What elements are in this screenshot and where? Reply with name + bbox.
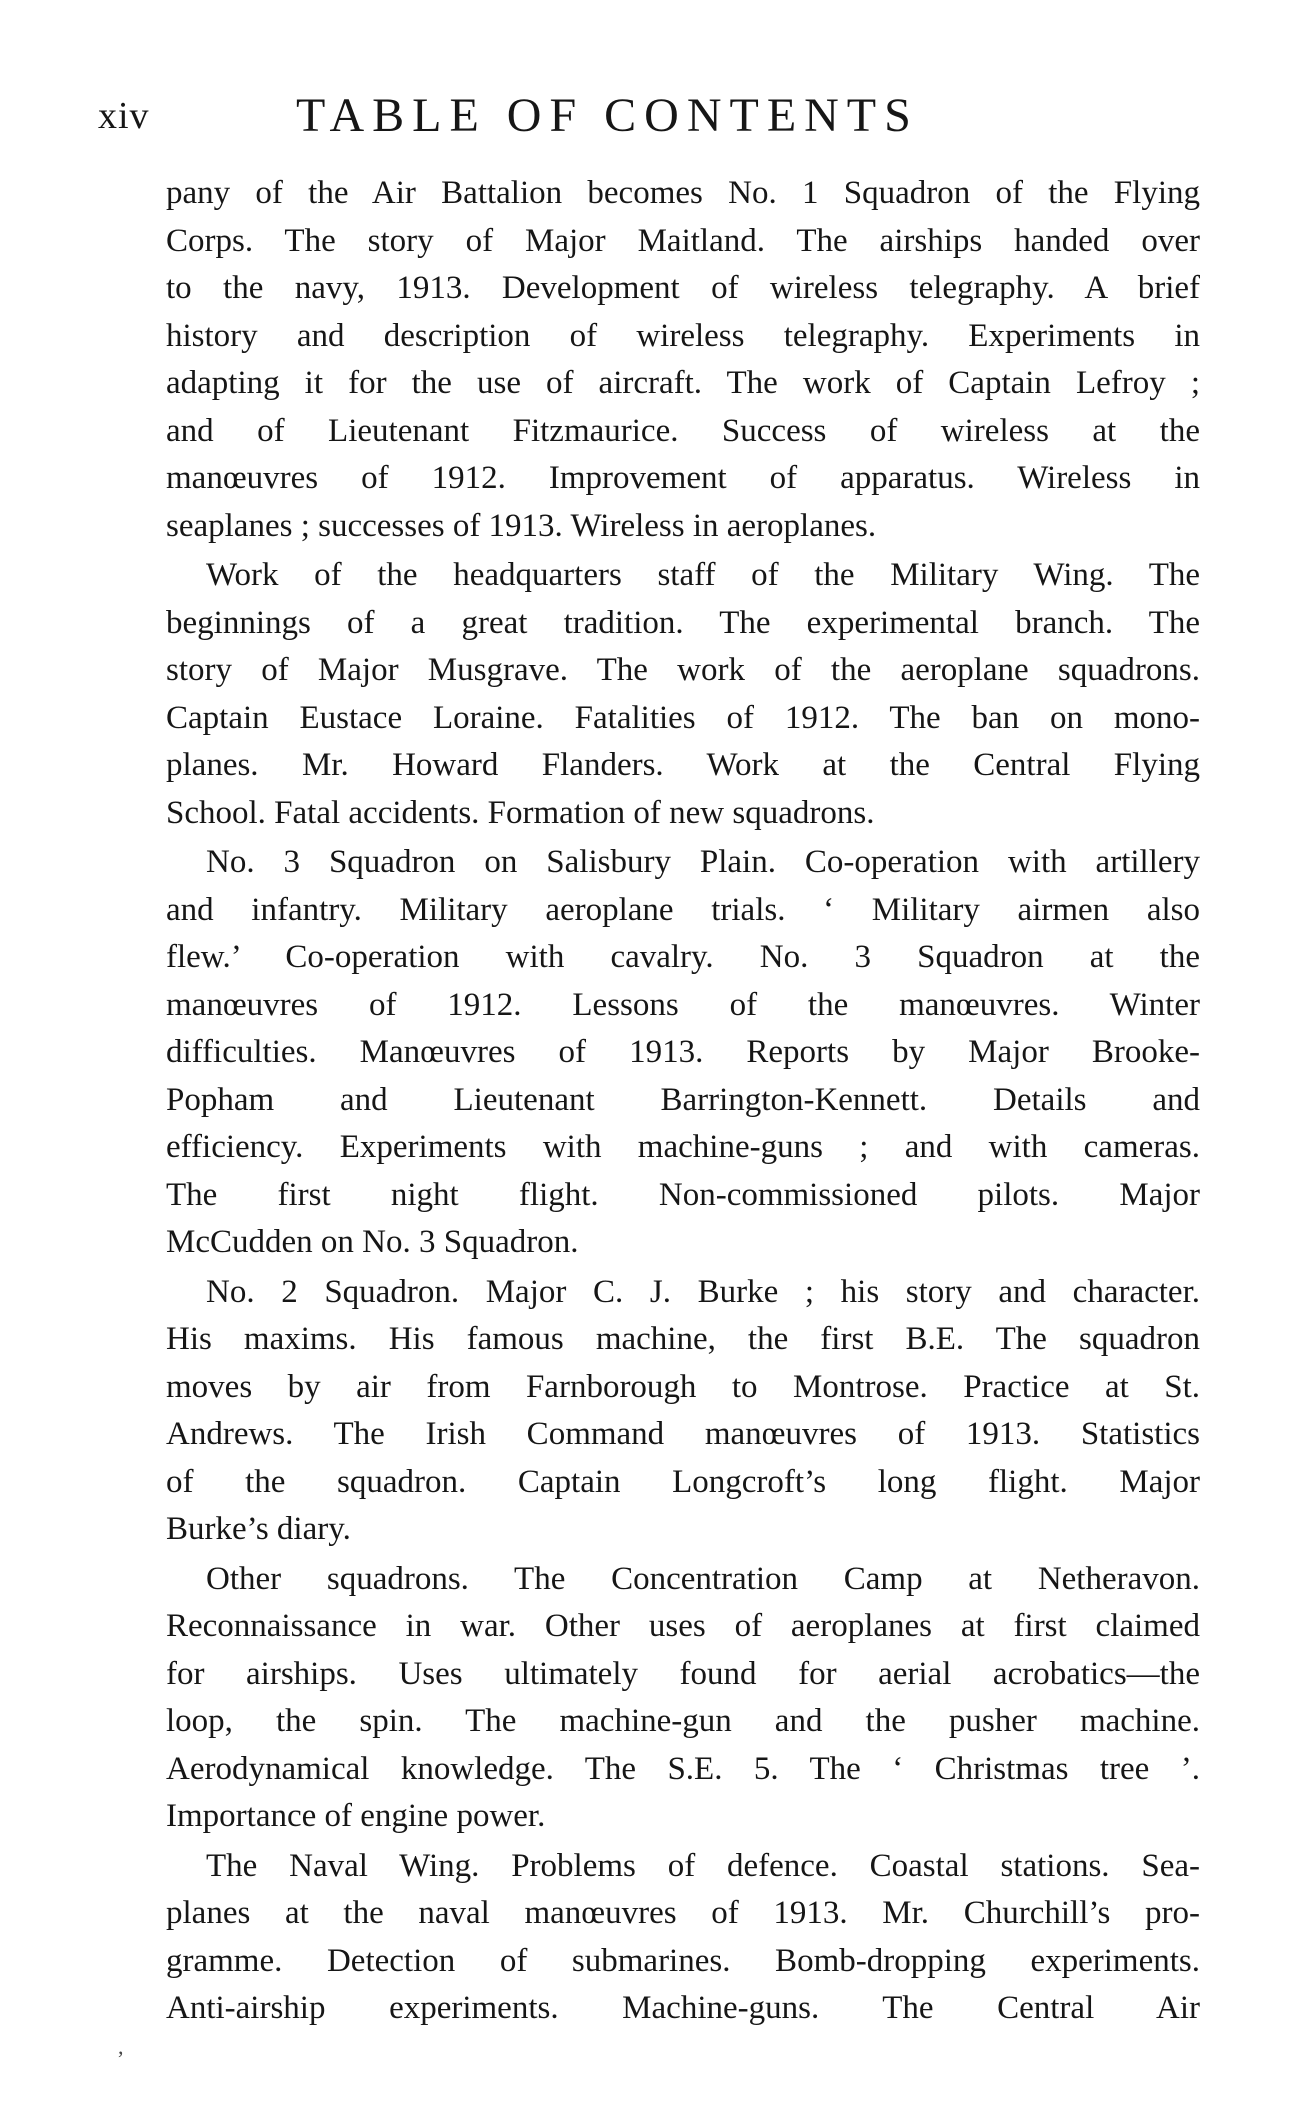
running-title: TABLE OF CONTENTS	[296, 89, 919, 142]
text-line: Corps. The story of Major Maitland. The airships handed over	[166, 222, 1200, 259]
contents-paragraph	[166, 1556, 1200, 1841]
text-line: pany of the Air Battalion becomes No. 1 Squadron of the Flying	[166, 175, 1200, 211]
text-line: adapting it for the use of aircraft. The work of Captain Lefroy ;	[166, 365, 1200, 401]
margin-mark: ,	[118, 2034, 124, 2059]
text-line: loop, the spin. The machine-gun and the pusher machine.	[166, 1703, 1200, 1739]
text-line: gramme. Detection of submarines. Bomb-dropping experiments.	[166, 1942, 1200, 1979]
text-line: history and description of wireless telegraphy. Experiments in	[166, 317, 1200, 354]
text-line: flew.’ Co-operation with cavalry. No. 3 Squadron at the	[166, 939, 1200, 975]
text-line: of the squadron. Captain Longcroft’s long flight. Major	[166, 1463, 1200, 1500]
text-line: Anti-airship experiments. Machine-guns. The Central Air	[166, 1990, 1200, 2026]
text-line: efficiency. Experiments with machine-guns ; and with cameras.	[166, 1129, 1200, 1165]
text-line: to the navy, 1913. Development of wireless telegraphy. A brief	[166, 270, 1200, 306]
text-line: Burke’s diary.	[166, 1511, 351, 1547]
text-line: and of Lieutenant Fitzmaurice. Success of wireless at the	[166, 412, 1200, 449]
text-line: planes. Mr. Howard Flanders. Work at the Central Flying	[166, 747, 1200, 783]
text-line: for airships. Uses ultimately found for aerial acrobatics—the	[166, 1655, 1200, 1692]
text-line: and infantry. Military aeroplane trials. ‘ Military airmen also	[166, 891, 1200, 928]
contents-body	[166, 170, 1200, 2035]
page-number: xiv	[98, 95, 150, 137]
text-line: beginnings of a great tradition. The experimental branch. The	[166, 604, 1200, 641]
text-line: Reconnaissance in war. Other uses of aeroplanes at first claimed	[166, 1608, 1200, 1644]
text-line: Andrews. The Irish Command manœuvres of 1913. Statistics	[166, 1416, 1200, 1452]
text-line: moves by air from Farnborough to Montrose. Practice at St.	[166, 1368, 1200, 1405]
page-header	[98, 88, 1218, 148]
text-line: The first night flight. Non-commissioned pilots. Major	[166, 1176, 1200, 1213]
text-line: Other squadrons. The Concentration Camp at Netheravon.	[206, 1560, 1200, 1597]
text-line: planes at the naval manœuvres of 1913. Mr. Churchill’s pro-	[166, 1895, 1200, 1931]
contents-paragraph	[166, 1269, 1200, 1554]
text-line: manœuvres of 1912. Lessons of the manœuvres. Winter	[166, 986, 1200, 1023]
text-line: story of Major Musgrave. The work of the aeroplane squadrons.	[166, 652, 1200, 688]
text-line: Captain Eustace Loraine. Fatalities of 1912. The ban on mono-	[166, 699, 1200, 736]
text-line: No. 3 Squadron on Salisbury Plain. Co-operation with artillery	[206, 844, 1200, 880]
text-line: McCudden on No. 3 Squadron.	[166, 1224, 579, 1260]
text-line: Work of the headquarters staff of the Military Wing. The	[206, 557, 1200, 593]
text-line: Popham and Lieutenant Barrington-Kennett. Details and	[166, 1081, 1200, 1118]
contents-paragraph	[166, 839, 1200, 1267]
text-line: His maxims. His famous machine, the first B.E. The squadron	[166, 1321, 1200, 1357]
contents-paragraph	[166, 170, 1200, 550]
text-line: Importance of engine power.	[166, 1798, 546, 1834]
text-line: manœuvres of 1912. Improvement of apparatus. Wireless in	[166, 460, 1200, 496]
text-line: Aerodynamical knowledge. The S.E. 5. The ‘ Christmas tree ’.	[166, 1750, 1200, 1787]
contents-paragraph	[166, 552, 1200, 837]
text-line: No. 2 Squadron. Major C. J. Burke ; his story and character.	[206, 1273, 1200, 1310]
text-line: difficulties. Manœuvres of 1913. Reports by Major Brooke-	[166, 1034, 1200, 1070]
contents-paragraph	[166, 1843, 1200, 2033]
text-line: The Naval Wing. Problems of defence. Coastal stations. Sea-	[206, 1847, 1200, 1884]
text-line: School. Fatal accidents. Formation of new squadrons.	[166, 794, 875, 831]
text-line: seaplanes ; successes of 1913. Wireless in aeroplanes.	[166, 507, 877, 544]
